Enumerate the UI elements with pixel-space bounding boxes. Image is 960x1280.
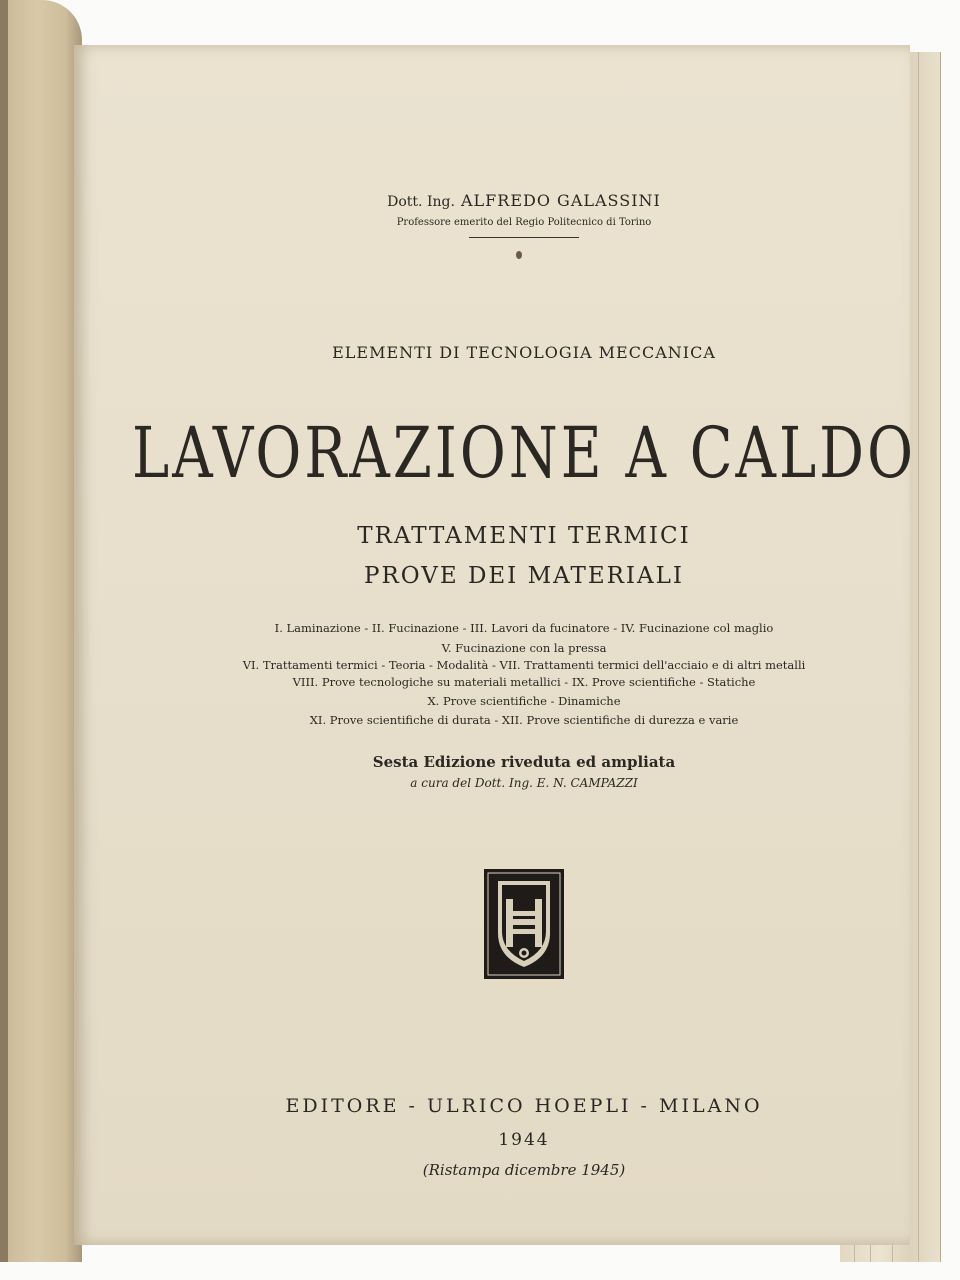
edition-note: Sesta Edizione riveduta ed ampliata xyxy=(372,753,676,771)
paper-spot xyxy=(516,251,522,259)
hoepli-publisher-emblem-icon xyxy=(484,869,564,979)
left-page-edge xyxy=(0,0,82,1262)
chapter-line: I. Laminazione - II. Fucinazione - III. Lavori da fucinatore - IV. Fucinazione col maglio xyxy=(274,621,774,635)
author-line xyxy=(74,191,960,210)
chapter-line: VI. Trattamenti termici - Teoria - Modalità - VII. Trattamenti termici dell'acciaio e di altri metalli xyxy=(242,658,806,672)
author-affiliation: Professore emerito del Regio Politecnico di Torino xyxy=(396,217,652,228)
author-name: ALFREDO GALASSINI xyxy=(461,191,661,210)
subtitle-2: PROVE DEI MATERIALI xyxy=(364,563,684,589)
title-page xyxy=(74,45,916,1245)
series-title: ELEMENTI DI TECNOLOGIA MECCANICA xyxy=(332,343,716,362)
chapter-line: X. Prove scientifiche - Dinamiche xyxy=(427,694,621,708)
publication-year: 1944 xyxy=(498,1130,550,1150)
chapter-line: V. Fucinazione con la pressa xyxy=(441,641,607,655)
divider-rule xyxy=(469,237,579,238)
chapter-line: VIII. Prove tecnologiche su materiali metallici - IX. Prove scientifiche - Statiche xyxy=(292,675,756,689)
reprint-note: (Ristampa dicembre 1945) xyxy=(422,1161,626,1179)
subtitle-1: TRATTAMENTI TERMICI xyxy=(357,523,691,549)
book-title: LAVORAZIONE A CALDO xyxy=(132,413,916,495)
book-binding-edge xyxy=(0,0,8,1262)
curator-note: a cura del Dott. Ing. E. N. CAMPAZZI xyxy=(410,776,638,790)
publisher-line: EDITORE - ULRICO HOEPLI - MILANO xyxy=(285,1095,763,1117)
author-prefix: Dott. Ing. xyxy=(387,194,455,210)
chapter-line: XI. Prove scientifiche di durata - XII. Prove scientifiche di durezza e varie xyxy=(309,713,739,727)
